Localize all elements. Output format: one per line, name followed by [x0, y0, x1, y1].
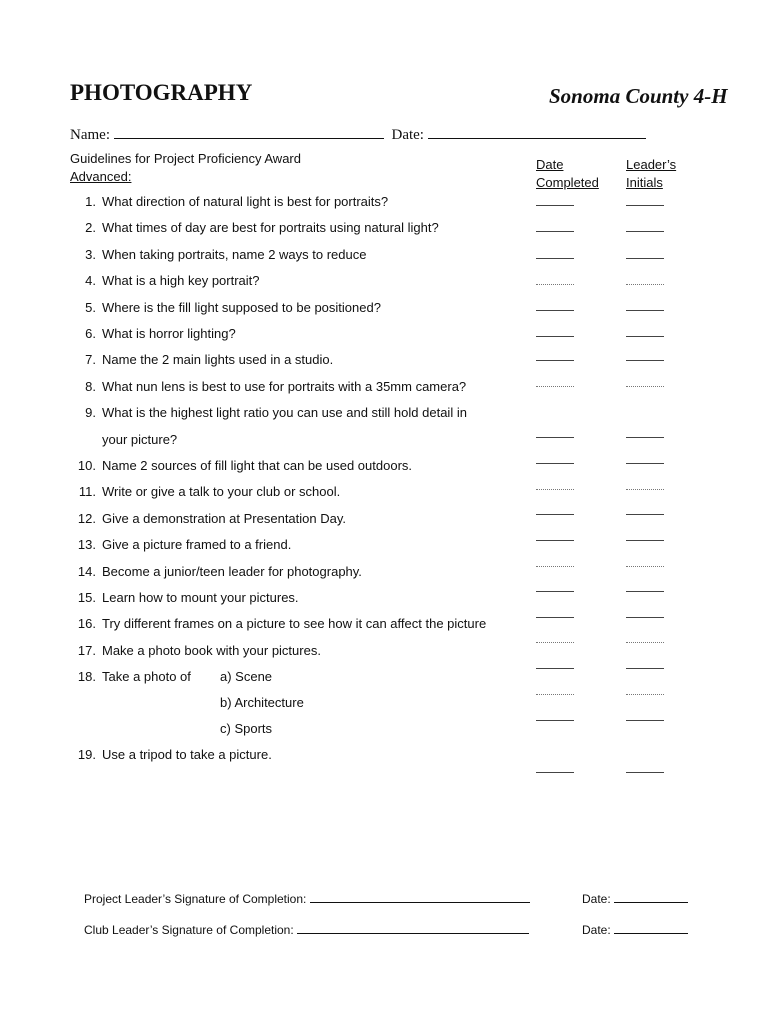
- date-completed-blank[interactable]: [536, 540, 574, 541]
- list-item: [85, 300, 381, 315]
- list-item-continuation: [102, 432, 177, 447]
- item-number: 5.: [85, 300, 96, 315]
- date-completed-header-line1: Date: [536, 157, 564, 172]
- list-item: [77, 616, 487, 631]
- name-field[interactable]: [114, 124, 384, 139]
- item-number: 16.: [77, 616, 96, 631]
- level-label: Advanced:: [70, 169, 132, 184]
- date-completed-blank[interactable]: [536, 591, 574, 592]
- project-leader-signature-label: Project Leader’s Signature of Completion:: [84, 892, 307, 906]
- item-text: When taking portraits, name 2 ways to reduce: [102, 247, 367, 262]
- leader-initials-blank[interactable]: [626, 720, 664, 721]
- item-text: What direction of natural light is best for portraits?: [102, 194, 389, 209]
- list-item: [77, 747, 272, 762]
- item-text: What is horror lighting?: [102, 326, 236, 341]
- photo-option-sports: c) Sports: [220, 721, 273, 736]
- date-completed-blank[interactable]: [536, 514, 574, 515]
- list-item: [77, 564, 362, 579]
- list-item: [85, 247, 367, 262]
- project-leader-date-row: [582, 890, 688, 906]
- item-number: 10.: [77, 458, 96, 473]
- item-text: Make a photo book with your pictures.: [102, 643, 321, 658]
- leader-initials-blank[interactable]: [626, 437, 664, 438]
- leader-initials-blank[interactable]: [626, 566, 664, 567]
- leader-initials-blank[interactable]: [626, 668, 664, 669]
- item-number: 12.: [77, 511, 96, 526]
- leader-initials-blank[interactable]: [626, 284, 664, 285]
- leader-initials-blank[interactable]: [626, 463, 664, 464]
- item-number: 3.: [85, 247, 96, 262]
- leader-initials-blank[interactable]: [626, 258, 664, 259]
- item-number: 8.: [85, 379, 96, 394]
- item-text: Try different frames on a picture to see how it can affect the picture: [102, 616, 487, 631]
- date-completed-blank[interactable]: [536, 310, 574, 311]
- leader-initials-blank[interactable]: [626, 360, 664, 361]
- item-text: What is the highest light ratio you can use and still hold detail in: [102, 405, 467, 420]
- item-number: 4.: [85, 273, 96, 288]
- photo-option-scene: a) Scene: [220, 669, 273, 684]
- item-text: Name the 2 main lights used in a studio.: [102, 352, 334, 367]
- leader-initials-blank[interactable]: [626, 336, 664, 337]
- organization-name: Sonoma County 4-H: [549, 84, 728, 108]
- list-item: [85, 405, 467, 420]
- project-leader-date-label: Date:: [582, 892, 611, 906]
- list-item: [85, 352, 334, 367]
- item-number: 13.: [77, 537, 96, 552]
- club-leader-date-label: Date:: [582, 923, 611, 937]
- name-date-row: [70, 124, 646, 144]
- list-item: [78, 484, 341, 499]
- leader-initials-blank[interactable]: [626, 591, 664, 592]
- date-completed-blank[interactable]: [536, 694, 574, 695]
- leader-initials-blank[interactable]: [626, 617, 664, 618]
- leader-initials-blank[interactable]: [626, 514, 664, 515]
- project-leader-signature-row: [84, 890, 530, 906]
- list-item: [77, 643, 321, 658]
- list-item: [77, 511, 346, 526]
- item-number: 9.: [85, 405, 96, 420]
- item-text: Take a photo of: [102, 669, 191, 684]
- leader-initials-header-line1: Leader’s: [626, 157, 677, 172]
- list-item: [77, 537, 292, 552]
- item-number: 7.: [85, 352, 96, 367]
- date-completed-blank[interactable]: [536, 772, 574, 773]
- leader-initials-blank[interactable]: [626, 489, 664, 490]
- leader-initials-blank[interactable]: [626, 772, 664, 773]
- leader-initials-blank[interactable]: [626, 386, 664, 387]
- item-number: 19.: [77, 747, 96, 762]
- item-number: 14.: [77, 564, 96, 579]
- club-leader-date-row: [582, 921, 688, 937]
- club-leader-date-field[interactable]: [614, 921, 688, 934]
- date-completed-blank[interactable]: [536, 617, 574, 618]
- leader-initials-blank[interactable]: [626, 694, 664, 695]
- date-field[interactable]: [428, 124, 646, 139]
- date-label: Date:: [391, 127, 424, 143]
- club-leader-signature-field[interactable]: [297, 921, 529, 934]
- item-text: What nun lens is best to use for portraits with a 35mm camera?: [102, 379, 467, 394]
- date-completed-blank[interactable]: [536, 205, 574, 206]
- list-item: [77, 669, 191, 684]
- item-text: Learn how to mount your pictures.: [102, 590, 299, 605]
- item-number: 1.: [85, 194, 96, 209]
- item-text: Write or give a talk to your club or school.: [102, 484, 341, 499]
- item-text: Name 2 sources of fill light that can be used outdoors.: [102, 458, 413, 473]
- leader-initials-blank[interactable]: [626, 205, 664, 206]
- list-item: [85, 379, 467, 394]
- item-number: 6.: [85, 326, 96, 341]
- guidelines-heading: [70, 150, 301, 186]
- item-number: 15.: [77, 590, 96, 605]
- page-title: PHOTOGRAPHY: [70, 80, 253, 105]
- date-completed-blank[interactable]: [536, 231, 574, 232]
- item-number: 2.: [85, 220, 96, 235]
- item-number: 18.: [77, 669, 96, 684]
- item-number: 11.: [78, 484, 96, 499]
- leader-initials-blank[interactable]: [626, 310, 664, 311]
- item-number: 17.: [77, 643, 96, 658]
- list-item: [85, 273, 260, 288]
- list-item: [85, 326, 236, 341]
- leader-initials-header-line2: Initials: [626, 175, 663, 190]
- club-leader-signature-label: Club Leader’s Signature of Completion:: [84, 923, 294, 937]
- item-text: Where is the fill light supposed to be positioned?: [102, 300, 381, 315]
- date-completed-blank[interactable]: [536, 642, 574, 643]
- date-completed-blank[interactable]: [536, 489, 574, 490]
- leader-initials-header: [626, 156, 676, 192]
- date-completed-blank[interactable]: [536, 336, 574, 337]
- date-completed-blank[interactable]: [536, 463, 574, 464]
- item-text: your picture?: [102, 432, 178, 447]
- date-completed-blank[interactable]: [536, 386, 574, 387]
- date-completed-header: [536, 156, 599, 192]
- date-completed-blank[interactable]: [536, 258, 574, 259]
- item-text: What is a high key portrait?: [102, 273, 260, 288]
- date-completed-blank[interactable]: [536, 668, 574, 669]
- list-item: [77, 590, 299, 605]
- list-item: [77, 458, 413, 473]
- list-item: [85, 194, 389, 209]
- item-text: Give a picture framed to a friend.: [102, 537, 292, 552]
- project-leader-date-field[interactable]: [614, 890, 688, 903]
- item-text: What times of day are best for portraits using natural light?: [102, 220, 439, 235]
- item-text: Become a junior/teen leader for photography.: [102, 564, 362, 579]
- leader-initials-blank[interactable]: [626, 642, 664, 643]
- photo-option-architecture: b) Architecture: [220, 695, 304, 710]
- date-completed-header-line2: Completed: [536, 175, 599, 190]
- leader-initials-blank[interactable]: [626, 231, 664, 232]
- date-completed-blank[interactable]: [536, 284, 574, 285]
- item-text: Use a tripod to take a picture.: [102, 747, 272, 762]
- club-leader-signature-row: [84, 921, 529, 937]
- project-leader-signature-field[interactable]: [310, 890, 530, 903]
- item-text: Give a demonstration at Presentation Day.: [102, 511, 346, 526]
- leader-initials-blank[interactable]: [626, 540, 664, 541]
- guidelines-title: Guidelines for Project Proficiency Award: [70, 151, 301, 166]
- list-item: [85, 220, 439, 235]
- date-completed-blank[interactable]: [536, 360, 574, 361]
- date-completed-blank[interactable]: [536, 437, 574, 438]
- name-label: Name:: [70, 127, 110, 143]
- date-completed-blank[interactable]: [536, 566, 574, 567]
- date-completed-blank[interactable]: [536, 720, 574, 721]
